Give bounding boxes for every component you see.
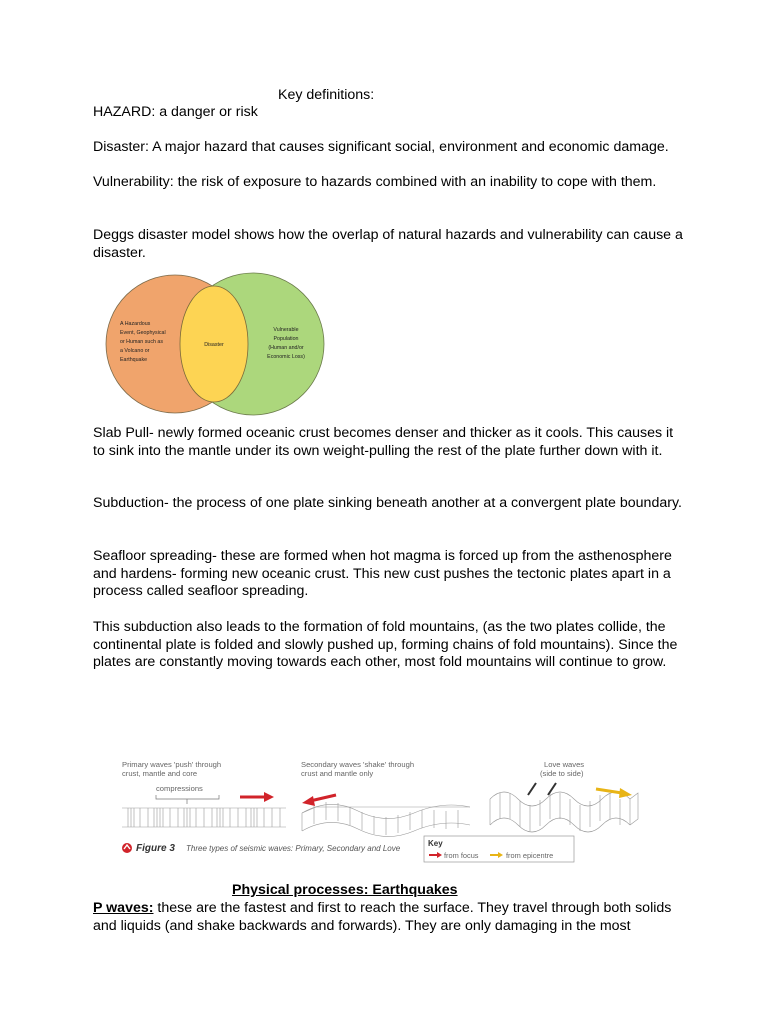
disaster-definition: Disaster: A major hazard that causes significant social, environment and economic damage. — [93, 139, 669, 155]
venn-left-line-3: or Human such as — [120, 339, 163, 345]
key-epicentre-label: from epicentre — [506, 851, 554, 860]
venn-left-line-4: a Volcano or — [120, 348, 150, 354]
s-wave-illustration — [302, 802, 470, 837]
venn-center-label: Disaster — [204, 342, 224, 348]
s-wave-arrow — [310, 795, 336, 801]
venn-right-line-4: Economic Loss) — [267, 354, 305, 360]
seafloor-spreading-paragraph: Seafloor spreading- these are formed when hot magma is forced up from the asthenosphere and hardens- forming new oceanic crust. This new cust pushes the tectonic plates apart in a process called seafloor spreading. — [93, 548, 672, 600]
key-focus-label: from focus — [444, 851, 479, 860]
s-wave-label-2: crust and mantle only — [301, 769, 374, 778]
love-wave-illustration — [490, 792, 638, 832]
p-waves-text: these are the fastest and first to reach the surface. They travel through both solids and liquids (and shake backwards and forwards). They are only damaging in the most — [93, 900, 672, 934]
hazard-definition: HAZARD: a danger or risk — [93, 104, 258, 120]
venn-left-line-1: A Hazardous — [120, 321, 151, 327]
earthquakes-section-title: Physical processes: Earthquakes — [232, 882, 458, 898]
figure-caption: Three types of seismic waves: Primary, Secondary and Love — [186, 844, 401, 853]
love-wave-label-2: (side to side) — [540, 769, 584, 778]
key-title: Key — [428, 839, 443, 848]
venn-right-line-2: Population — [273, 336, 299, 342]
p-waves-label: P waves: — [93, 900, 154, 916]
love-wave-arrow — [596, 789, 622, 793]
venn-left-line-5: Earthquake — [120, 357, 148, 363]
key-definitions-heading: Key definitions: — [278, 87, 375, 103]
p-wave-label-1: Primary waves 'push' through — [122, 760, 222, 769]
compressions-label: compressions — [156, 784, 203, 793]
degg-model-intro: Deggs disaster model shows how the overlap of natural hazards and vulnerability can cause a disaster. — [93, 227, 683, 261]
venn-left-line-2: Event, Geophysical — [120, 330, 166, 336]
slab-pull-paragraph: Slab Pull- newly formed oceanic crust becomes denser and thicker as it cools. This causes it to sink into the mantle under its own weight-pulling the rest of the plate further down with it. — [93, 425, 674, 459]
seismic-waves-figure — [118, 755, 648, 867]
subduction-paragraph: Subduction- the process of one plate sinking beneath another at a convergent plate boundary. — [93, 495, 682, 511]
love-wave-label-1: Love waves — [544, 760, 585, 769]
venn-right-line-3: (Human and/or — [268, 345, 304, 351]
figure-number: Figure 3 — [136, 843, 175, 854]
p-wave-illustration — [122, 808, 286, 827]
degg-venn-diagram — [93, 266, 333, 416]
s-wave-label-1: Secondary waves 'shake' through — [301, 760, 415, 769]
fold-mountains-paragraph: This subduction also leads to the formation of fold mountains, (as the two plates collide, the continental plate is folded and slowly pushed up, forming chains of fold mountains). Since the plates are constantly moving towards each other, most fold mountains will continue to grow. — [93, 619, 678, 671]
p-waves-paragraph — [93, 900, 683, 935]
vulnerability-definition: Vulnerability: the risk of exposure to hazards combined with an inability to cope with them. — [93, 174, 657, 190]
p-wave-label-2: crust, mantle and core — [122, 769, 198, 778]
venn-right-line-1: Vulnerable — [273, 327, 299, 333]
